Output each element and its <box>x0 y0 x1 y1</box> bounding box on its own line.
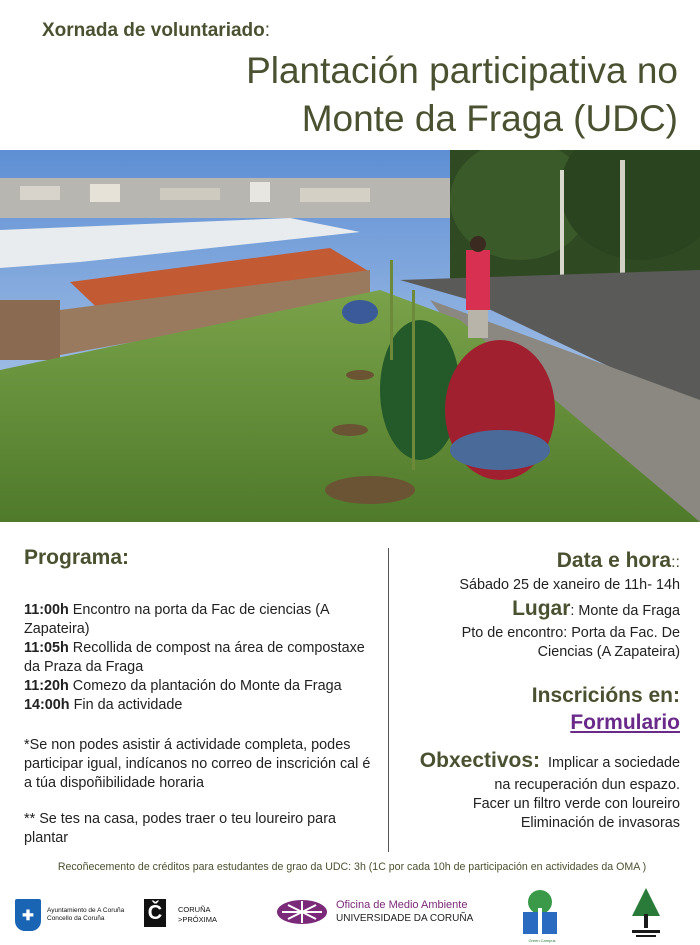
schedule-text: Fin da actividade <box>69 697 183 713</box>
objectives-text-1: Implicar a sociedade <box>540 755 680 771</box>
place-label: Lugar <box>512 597 571 620</box>
tree-logo-icon <box>628 886 664 940</box>
schedule-time: 11:00h <box>24 602 69 618</box>
date-heading <box>557 549 680 573</box>
meeting-point-line-1: Pto de encontro: Porta da Fac. De <box>461 625 680 641</box>
date-heading-text: Data e hora <box>556 549 672 572</box>
credits-note: Recoñecemento de créditos para estudantes de grao da UDC: 3h (1C por cada 10h de participación en actividades da OMA ) <box>57 861 647 873</box>
event-type-colon: : <box>264 20 271 41</box>
concello-line-1: Ayuntamiento de A Coruña <box>47 907 125 914</box>
objectives-line-4: Eliminación de invasoras <box>520 815 680 831</box>
objectives-heading: Obxectivos: <box>419 749 541 772</box>
date-text: Sábado 25 de xaneiro de 11h- 14h <box>459 577 680 593</box>
meeting-point-line-2: Ciencias (A Zapateira) <box>537 644 680 660</box>
program-heading: Programa: <box>24 546 130 569</box>
oma-logo <box>276 898 473 926</box>
schedule-item <box>24 696 374 715</box>
date-heading-suffix: :: <box>671 554 680 571</box>
schedule-item <box>24 639 374 677</box>
oma-logo-icon <box>276 898 328 926</box>
event-type <box>42 20 270 42</box>
concello-text <box>47 907 127 923</box>
objectives-line-2: na recuperación dun espazo. <box>494 777 680 793</box>
oma-text <box>336 899 473 925</box>
event-type-text: Xornada de voluntariado <box>42 20 265 41</box>
event-photo <box>0 150 700 522</box>
form-link[interactable]: Formulario <box>570 711 680 734</box>
objectives-line-3: Facer un filtro verde con loureiro <box>472 796 680 812</box>
inscriptions-heading: Inscricións en: <box>531 684 680 707</box>
oma-line-1: Oficina de Medio Ambiente <box>336 899 468 911</box>
schedule-time: 14:00h <box>24 697 70 713</box>
coruna-proxima-line-2: >PRÓXIMA <box>178 915 217 924</box>
coruna-proxima-logo <box>178 905 217 925</box>
concello-logo <box>15 899 127 931</box>
schedule-item <box>24 601 374 639</box>
concello-shield-icon: ✚ <box>15 899 41 931</box>
schedule-list <box>24 601 374 715</box>
objectives-line-1 <box>420 749 680 773</box>
schedule-item <box>24 677 374 696</box>
schedule-text: Recollida de compost na área de compostaxe da Praza da Fraga <box>24 640 365 675</box>
schedule-text: Comezo da plantación do Monte da Fraga <box>68 678 342 694</box>
coruna-proxima-line-1: CORUÑA <box>178 905 211 914</box>
oma-line-2: UNIVERSIDADE DA CORUÑA <box>336 913 474 924</box>
schedule-time: 11:05h <box>24 640 69 656</box>
concello-line-2: Concello da Coruña <box>47 915 105 922</box>
schedule-text: Encontro na porta da Fac de ciencias (A Zapateira) <box>24 602 329 637</box>
green-campus-label: Green Campus <box>528 938 556 943</box>
laurel-note: ** Se tes na casa, podes traer o teu loureiro para plantar <box>24 811 336 846</box>
green-campus-logo-icon <box>519 888 561 940</box>
schedule-time: 11:20h <box>24 678 69 694</box>
title-line-1: Plantación participativa no <box>246 50 678 91</box>
column-divider <box>388 548 389 852</box>
coruna-c-logo: Č <box>144 899 166 927</box>
availability-note: *Se non podes asistir á actividade completa, podes participar igual, indícanos no correo de inscrición cal é a túa dispoñibilidade horaria <box>24 737 371 791</box>
place-line <box>512 597 680 621</box>
place-text: : Monte da Fraga <box>570 603 680 619</box>
title-line-2: Monte da Fraga (UDC) <box>301 98 678 139</box>
